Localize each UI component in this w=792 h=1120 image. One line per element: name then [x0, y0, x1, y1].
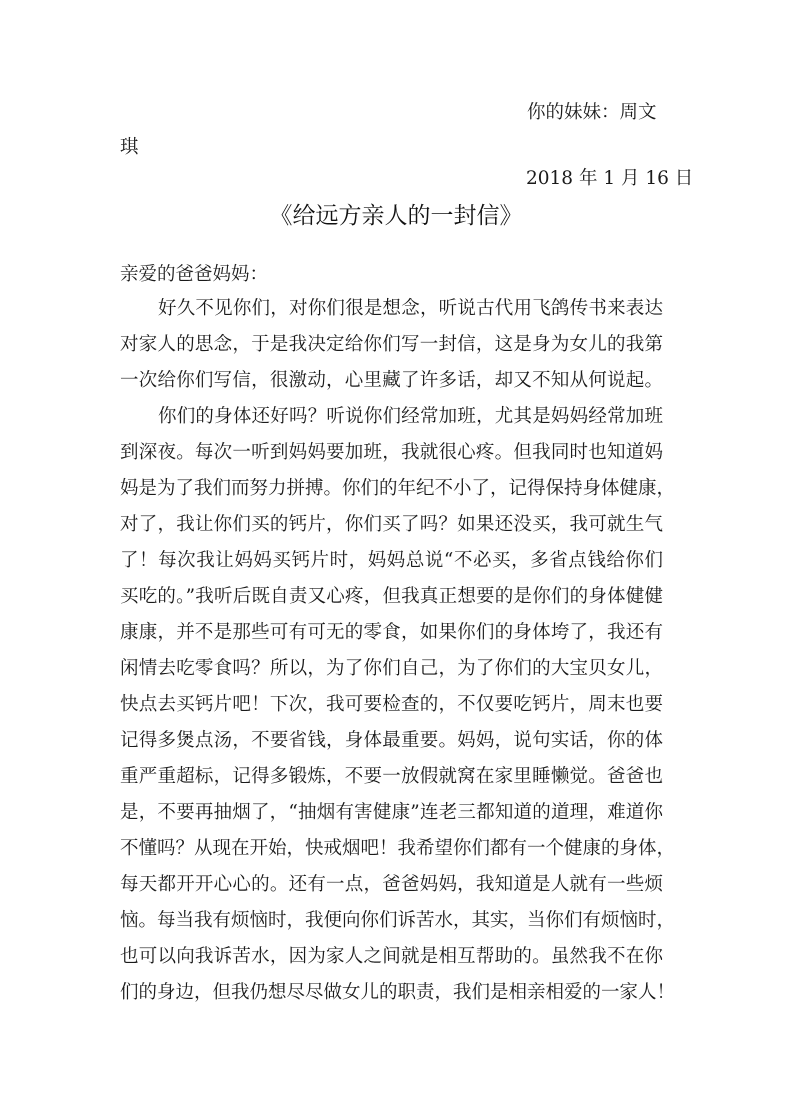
body-line: 每天都开开心心的。还有一点，爸爸妈妈，我知道是人就有一些烦	[120, 874, 663, 895]
body-line: 记得多煲点汤，不要省钱，身体最重要。妈妈，说句实话，你的体	[120, 730, 663, 751]
body-line: 了！每次我让妈妈买钙片时，妈妈总说“不必买，多省点钱给你们	[120, 550, 663, 571]
body-line: 们的身边，但我仍想尽尽做女儿的职责，我们是相亲相爱的一家人！	[120, 982, 676, 1003]
body-line: 重严重超标，记得多锻炼，不要一放假就窝在家里睡懒觉。爸爸也	[120, 766, 663, 787]
body-line: 到深夜。每次一听到妈妈要加班，我就很心疼。但我同时也知道妈	[120, 442, 663, 463]
body-line: 不懂吗？从现在开始，快戒烟吧！我希望你们都有一个健康的身体，	[120, 838, 676, 859]
body-line: 康康，并不是那些可有可无的零食，如果你们的身体垮了，我还有	[120, 622, 663, 643]
body-line: 妈是为了我们而努力拼搏。你们的年纪不小了，记得保持身体健康，	[120, 478, 676, 499]
signature-wrap: 琪	[120, 137, 139, 158]
body-line: 买吃的。”我听后既自责又心疼，但我真正想要的是你们的身体健健	[120, 586, 663, 607]
salutation: 亲爱的爸爸妈妈：	[120, 264, 269, 285]
body-line: 对了，我让你们买的钙片，你们买了吗？如果还没买，我可就生气	[120, 514, 663, 535]
letter-title: 《给远方亲人的一封信》	[269, 203, 523, 229]
body-line: 快点去买钙片吧！下次，我可要检查的，不仅要吃钙片，周末也要	[120, 694, 663, 715]
body-line: 你们的身体还好吗？听说你们经常加班，尤其是妈妈经常加班	[158, 406, 663, 427]
body-line: 好久不见你们，对你们很是想念，听说古代用飞鸽传书来表达	[158, 298, 663, 319]
body-line: 一次给你们写信，很激动，心里藏了许多话，却又不知从何说起。	[120, 370, 663, 391]
signature-line: 你的妹妹：周文	[527, 102, 657, 123]
body-line: 恼。每当我有烦恼时，我便向你们诉苦水，其实，当你们有烦恼时，	[120, 910, 676, 931]
body-line: 也可以向我诉苦水，因为家人之间就是相互帮助的。虽然我不在你	[120, 946, 663, 967]
body-line: 对家人的思念，于是我决定给你们写一封信，这是身为女儿的我第	[120, 334, 663, 355]
letter-date: 2018 年 1 月 16 日	[526, 168, 694, 189]
body-line: 闲情去吃零食吗？所以，为了你们自己，为了你们的大宝贝女儿，	[120, 658, 663, 679]
body-line: 是，不要再抽烟了，“抽烟有害健康”连老三都知道的道理，难道你	[120, 802, 663, 823]
